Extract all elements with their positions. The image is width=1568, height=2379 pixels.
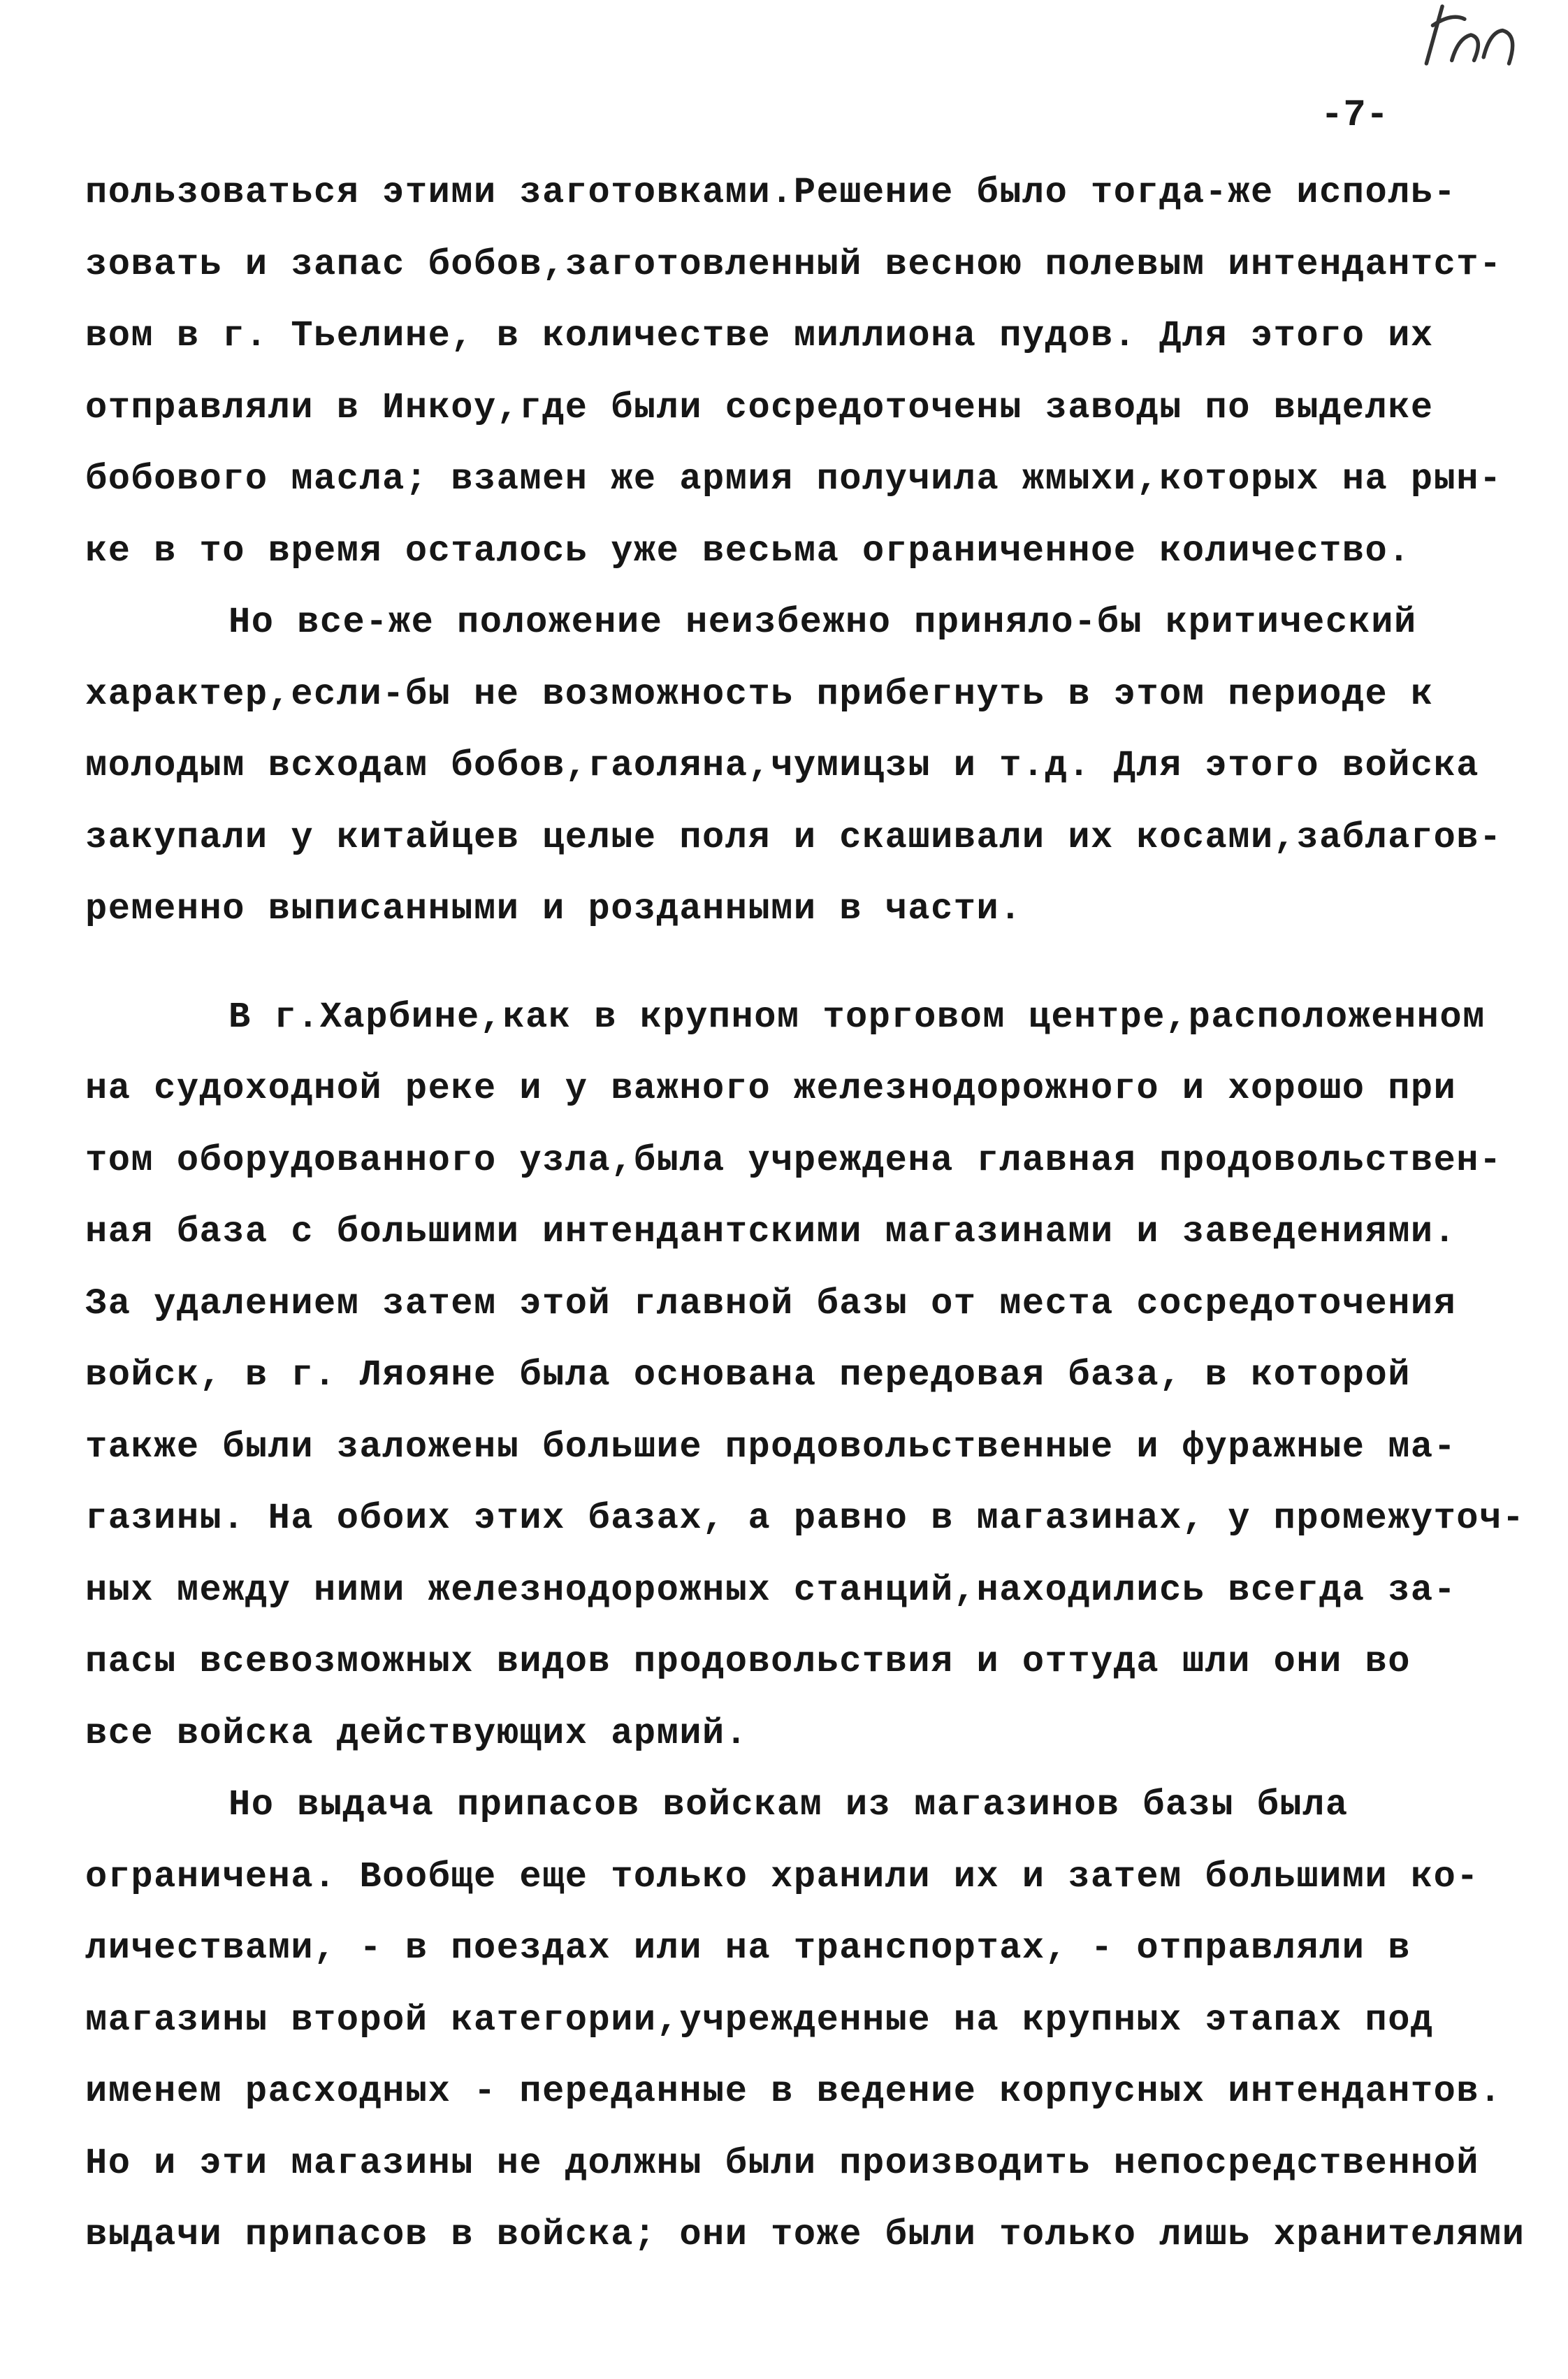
page-number: -7-	[1321, 94, 1389, 137]
text-line: Но выдача припасов войскам из магазинов базы была	[228, 1784, 1349, 1825]
text-line: характер,если-бы не возможность прибегнуть в этом периоде к	[85, 673, 1434, 715]
text-line: войск, в г. Ляояне была основана передовая база, в которой	[85, 1354, 1411, 1396]
text-line: ная база с большими интендантскими магазинами и заведениями.	[85, 1211, 1457, 1252]
text-line: отправляли в Инкоу,где были сосредоточены заводы по выделке	[85, 386, 1434, 428]
handwritten-folio-number	[1411, 0, 1530, 70]
text-line: пользоваться этими заготовками.Решение было тогда-же исполь-	[85, 172, 1457, 213]
text-line: том оборудованного узла,была учреждена главная продовольствен-	[85, 1139, 1502, 1181]
text-line: зовать и запас бобов,заготовленный весною полевым интендантст-	[85, 243, 1502, 285]
text-line: ременно выписанными и розданными в части.	[85, 888, 1022, 930]
text-line: За удалением затем этой главной базы от места сосредоточения	[85, 1282, 1457, 1324]
text-line: именем расходных - переданные в ведение корпусных интендантов.	[85, 2071, 1502, 2112]
text-line: вом в г. Тьелине, в количестве миллиона пудов. Для этого их	[85, 315, 1434, 356]
text-line: на судоходной реке и у важного железнодорожного и хорошо при	[85, 1068, 1457, 1109]
text-line: пасы всевозможных видов продовольствия и оттуда шли они во	[85, 1641, 1411, 1682]
text-line: Но все-же положение неизбежно приняло-бы критический	[228, 602, 1417, 643]
document-body	[85, 157, 1553, 2271]
text-line: личествами, - в поездах или на транспортах, - отправляли в	[85, 1928, 1411, 1969]
text-line: бобового масла; взамен же армия получила жмыхи,которых на рын-	[85, 458, 1502, 500]
text-line: выдачи припасов в войска; они тоже были только лишь хранителями	[85, 2214, 1525, 2255]
text-line: молодым всходам бобов,гаоляна,чумицзы и т.д. Для этого войска	[85, 745, 1480, 786]
text-line: газины. На обоих этих базах, а равно в магазинах, у промежуточ-	[85, 1498, 1525, 1539]
text-line: также были заложены большие продовольственные и фуражные ма-	[85, 1426, 1457, 1468]
text-line: ке в то время осталось уже весьма ограниченное количество.	[85, 530, 1411, 572]
text-line: Но и эти магазины не должны были производить непосредственной	[85, 2142, 1480, 2184]
text-line: закупали у китайцев целые поля и скашивали их косами,заблагов-	[85, 816, 1502, 858]
text-line: магазины второй категории,учрежденные на крупных этапах под	[85, 1999, 1434, 2041]
text-line: В г.Харбине,как в крупном торговом центре,расположенном	[228, 996, 1486, 1038]
text-line: все войска действующих армий.	[85, 1712, 748, 1754]
text-line: ных между ними железнодорожных станций,находились всегда за-	[85, 1569, 1457, 1611]
text-line: ограничена. Вообще еще только хранили их и затем большими ко-	[85, 1856, 1480, 1897]
